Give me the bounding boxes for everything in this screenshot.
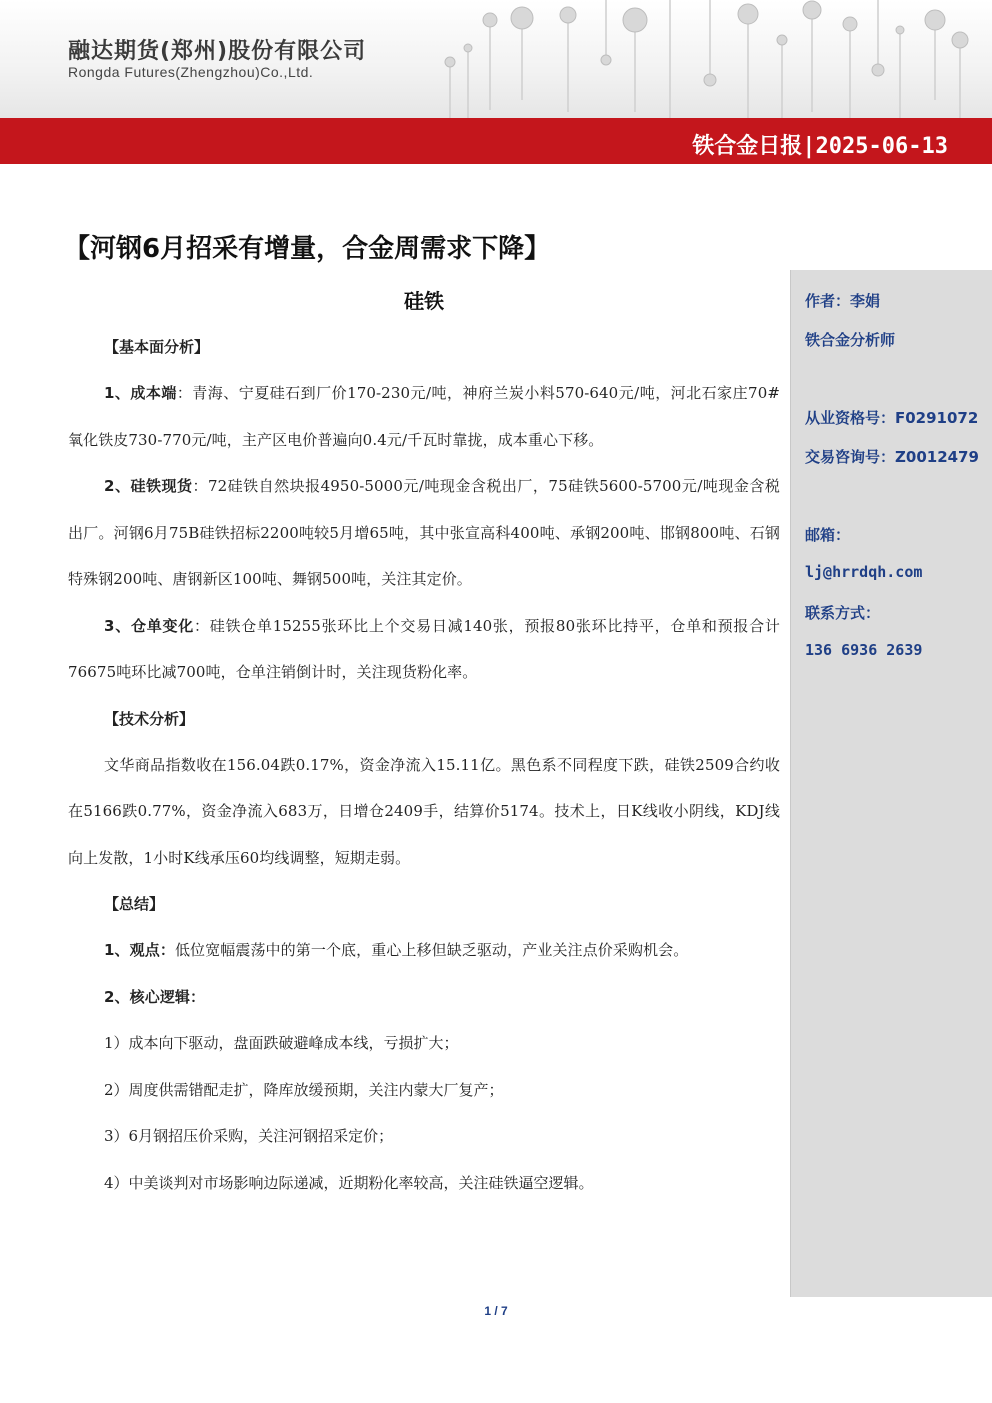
view-lead: 1、观点： — [104, 941, 175, 959]
item-lead: 2、硅铁现货 — [104, 477, 193, 495]
author-role: 铁合金分析师 — [805, 331, 896, 349]
summary-view — [68, 927, 780, 974]
fundamentals-item — [68, 370, 780, 463]
section-title: 硅铁 — [404, 289, 444, 313]
fundamentals-item — [68, 463, 780, 603]
logic-point: 4）中美谈判对市场影响边际递减，近期粉化率较高，关注硅铁逼空逻辑。 — [104, 1173, 594, 1192]
email-label: 邮箱： — [805, 526, 851, 544]
item-lead: 1、成本端 — [104, 384, 177, 402]
page-title: 【河钢6月招采有增量，合金周需求下降】 — [64, 234, 551, 264]
company-name-en: Rongda Futures(Zhengzhou)Co.,Ltd. — [68, 64, 314, 80]
item-text: ：硅铁仓单15255张环比上个交易日减140张，预报80张环比持平，仓单和预报合计76675吨环比减700吨，仓单注销倒计时，关注现货粉化率。 — [68, 616, 780, 681]
logic-point: 2）周度供需错配走扩，降库放缓预期，关注内蒙大厂复产； — [104, 1080, 504, 1099]
page-header — [0, 0, 992, 118]
license-number: 从业资格号：F0291072 — [805, 409, 979, 427]
phone-number: 136 6936 2639 — [805, 641, 923, 659]
company-name-cn: 融达期货(郑州)股份有限公司 — [68, 39, 367, 64]
author-sidebar — [790, 270, 992, 1297]
summary-heading: 【总结】 — [104, 895, 165, 913]
header-decoration-graphic — [430, 0, 992, 118]
logic-lead-text: 2、核心逻辑： — [104, 987, 206, 1006]
item-lead: 3、仓单变化 — [104, 616, 194, 635]
report-title: 铁合金日报|2025-06-13 — [692, 134, 948, 159]
view-text: 低位宽幅震荡中的第一个底，重心上移但缺乏驱动，产业关注点价采购机会。 — [174, 941, 689, 959]
email-link[interactable]: lj@hrrdqh.com — [805, 563, 923, 581]
logic-point: 1）成本向下驱动，盘面跌破避峰成本线，亏损扩大； — [104, 1034, 459, 1052]
item-text: ：72硅铁自然块报4950-5000元/吨现金含税出厂，75硅铁5600-5700元/吨现金含税出厂。河钢6月75B硅铁招标2200吨较5月增65吨，其中张宣高科400吨、承钢200吨、邯钢800吨、石钢特殊钢200吨、唐钢新区100吨、舞钢500吨，关注其定价。 — [68, 477, 780, 588]
fundamentals-heading: 【基本面分析】 — [104, 338, 210, 356]
technical-text: 文华商品指数收在156.04跌0.17%，资金净流入15.11亿。黑色系不同程度下跌，硅铁2509合约收在5166跌0.77%，资金净流入683万，日增仓2409手，结算价5174。技术上，日K线收小阴线，KDJ线向上发散，1小时K线承压60均线调整，短期走弱。 — [68, 755, 780, 867]
consult-number: 交易咨询号：Z0012479 — [805, 448, 979, 466]
page-number: 1 / 7 — [484, 1304, 508, 1318]
technical-heading: 【技术分析】 — [104, 709, 195, 728]
item-text: ：青海、宁夏硅石到厂价170-230元/吨，神府兰炭小料570-640元/吨，河北石家庄70#氧化铁皮730-770元/吨，主产区电价普遍向0.4元/千瓦时靠拢，成本重心下移。 — [68, 384, 781, 449]
fundamentals-item — [68, 603, 780, 696]
logic-point: 3）6月钢招压价采购，关注河钢招采定价； — [104, 1127, 394, 1145]
report-body — [68, 285, 780, 1206]
author-name: 作者：李娟 — [805, 292, 881, 310]
contact-label: 联系方式： — [805, 604, 881, 622]
summary-logic-lead — [68, 974, 780, 1021]
